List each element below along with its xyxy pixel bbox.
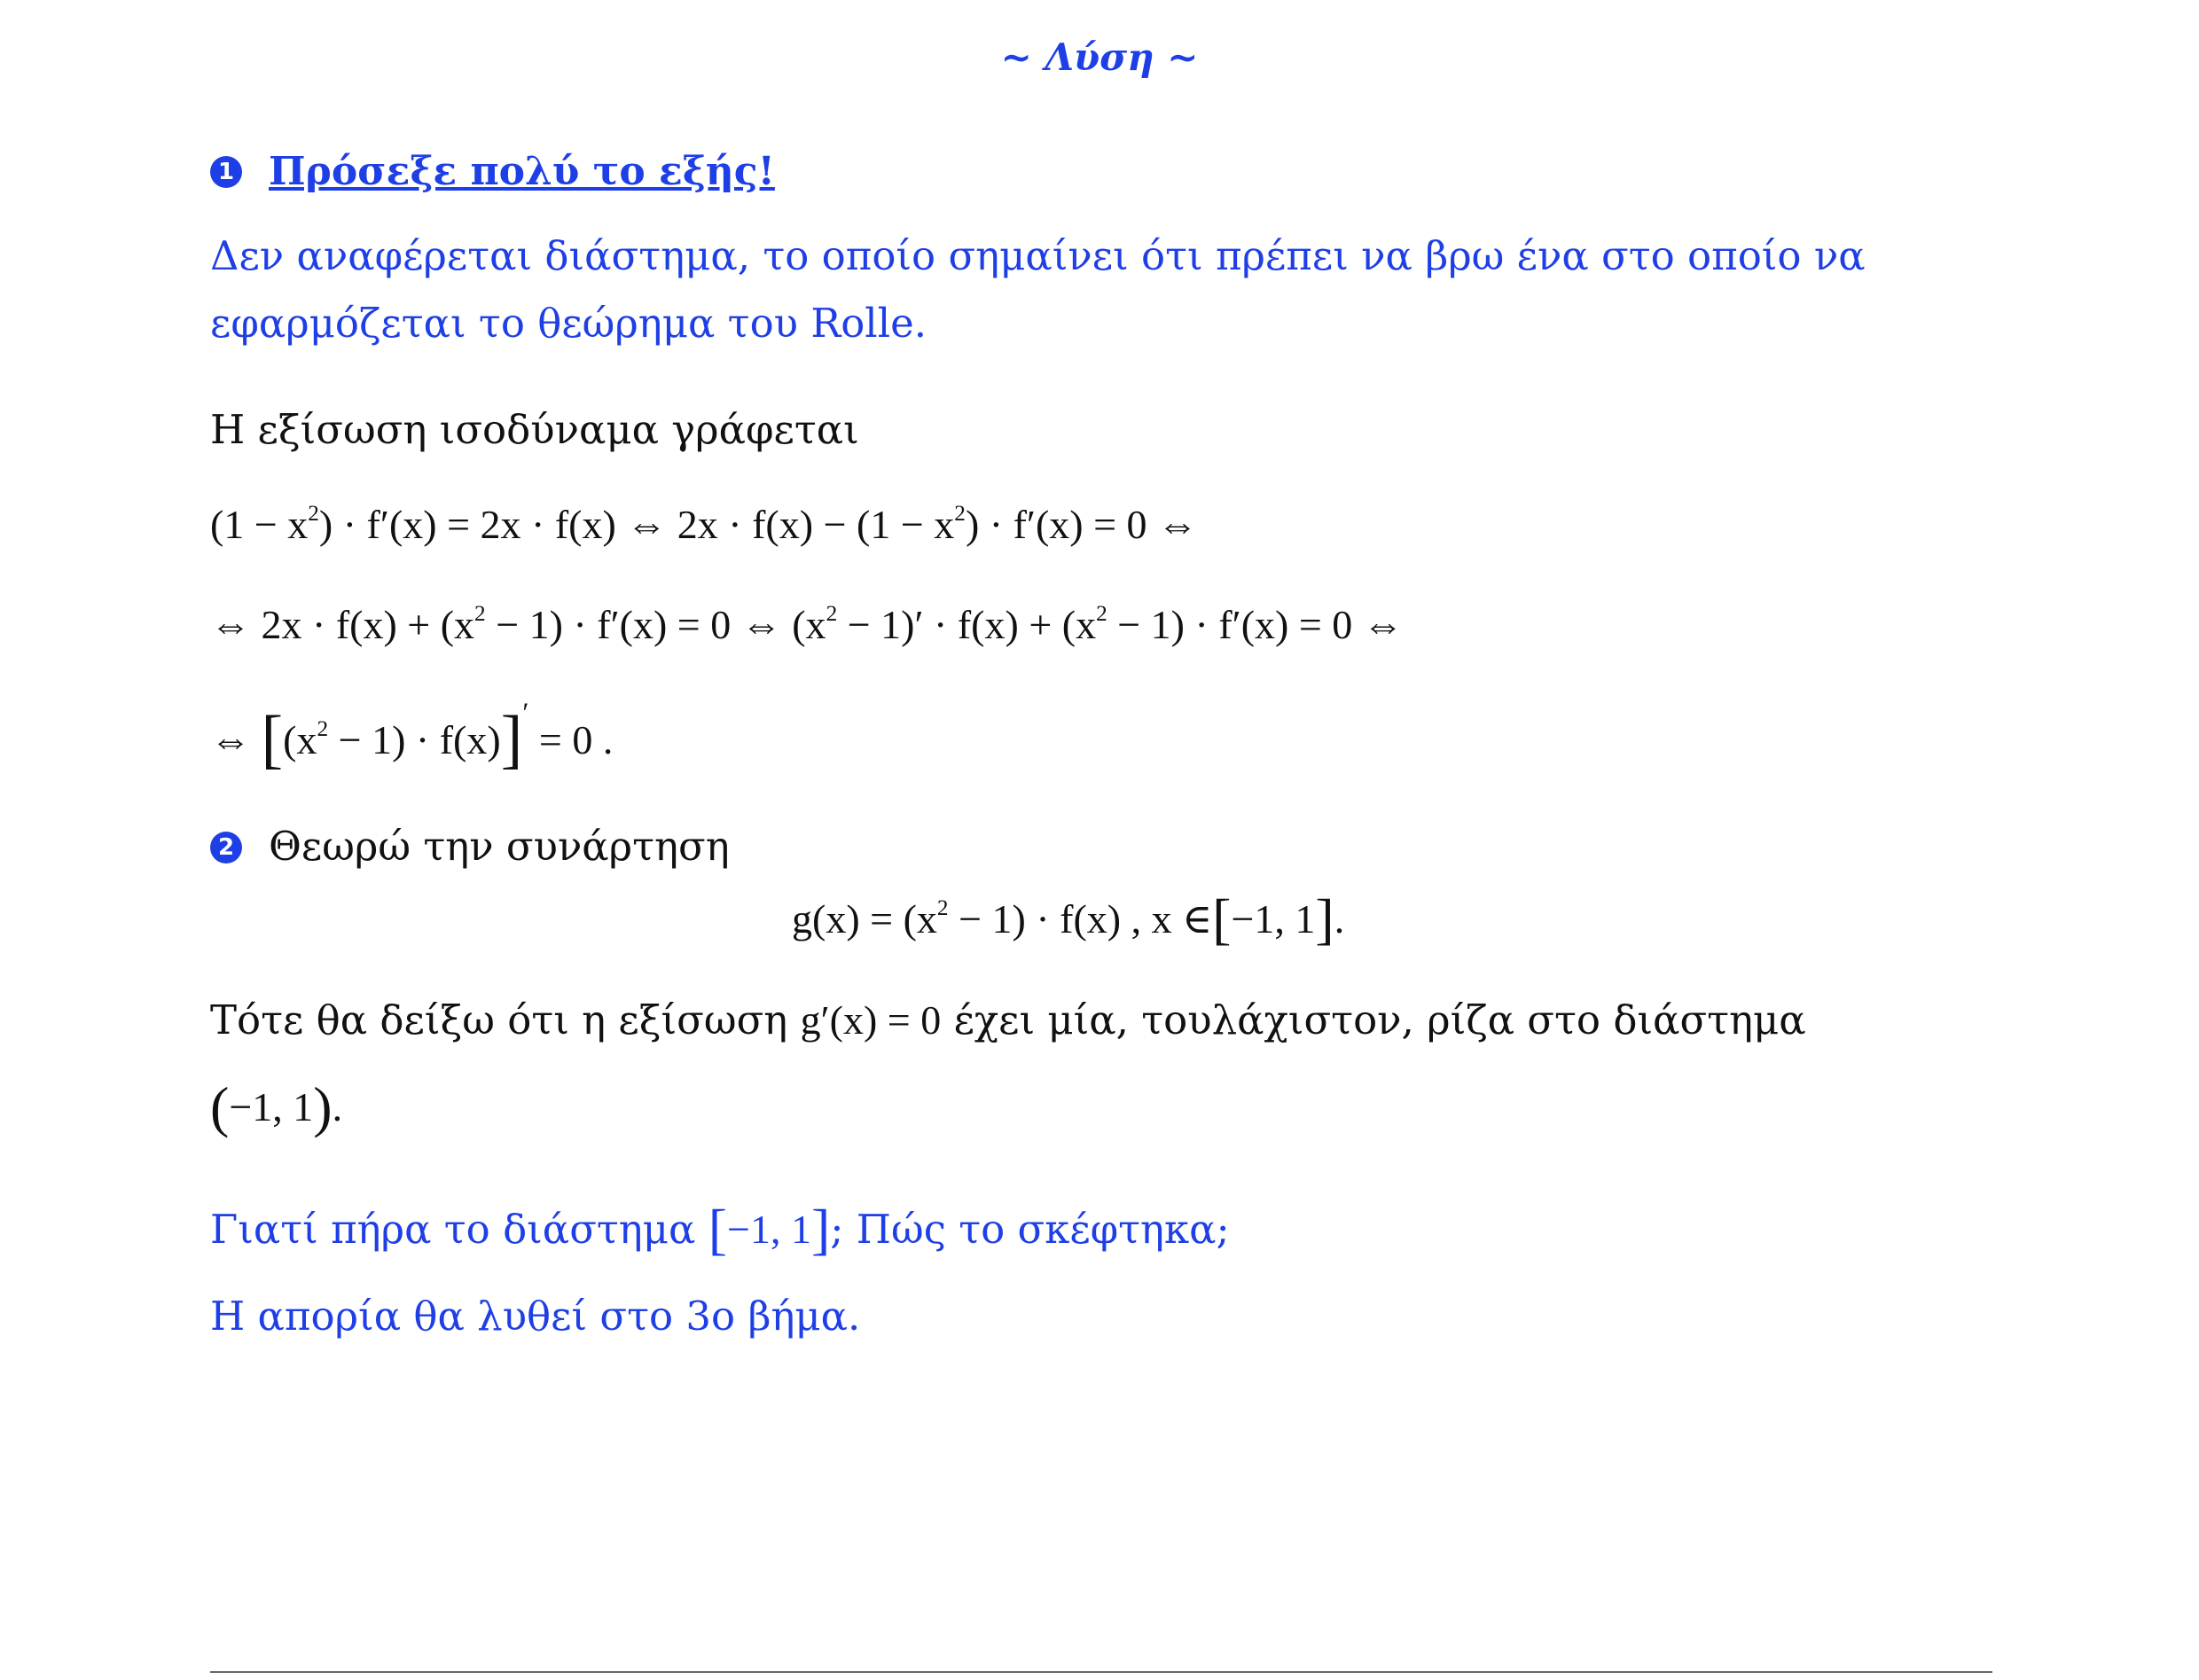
equation-intro: Η εξίσωση ισοδύναμα γράφεται xyxy=(210,406,859,453)
step2-number-icon: 2 xyxy=(210,832,242,863)
answer-line: Η απορία θα λυθεί στο 3ο βήμα. xyxy=(210,1293,861,1340)
eq3-inner: $(x^2 - 1) \cdot f(x)$ xyxy=(283,715,501,762)
right-bracket: ] xyxy=(500,703,523,776)
goal-text-a: Τότε θα δείξω ότι η εξίσωση xyxy=(210,996,788,1043)
step2-text: Θεωρώ την συνάρτηση xyxy=(269,823,730,870)
equation-line-3: ⇔ $[(x^2 - 1) \cdot f(x)]' = 0$ . xyxy=(210,696,614,776)
step1-heading-row xyxy=(210,149,775,194)
question-interval: −1, 1 xyxy=(727,1207,811,1252)
step2-row xyxy=(210,823,730,870)
goal-equation: g′(x) = 0 xyxy=(800,997,942,1043)
open-interval: −1, 1 xyxy=(229,1084,314,1129)
goal-line1 xyxy=(210,996,1806,1043)
question-text-b: ; Πώς το σκέφτηκα; xyxy=(830,1206,1230,1253)
footer-divider xyxy=(210,1671,1992,1673)
question-line: Γιατί πήρα το διάστημα [−1, 1]; Πώς το σκέφτηκα; xyxy=(210,1198,1230,1261)
equation-line-1: $(1 - x^2) \cdot f'(x) = 2x \cdot f(x)$ ⇔ $2x \cdot f(x) - (1 - x^2) \cdot f'(x) = 0$ ⇔ xyxy=(210,500,1199,547)
eq3-suffix: = 0 . xyxy=(538,717,614,762)
equation-line-2: ⇔ $2x \cdot f(x) + (x^2 - 1) \cdot f'(x) = 0$ ⇔ $(x^2 - 1)' \cdot f(x) + (x^2 - 1) \cdot f'(x) = 0$ ⇔ xyxy=(210,600,1404,647)
step1-note-line2: εφαρμόζεται το θεώρημα του Rolle. xyxy=(210,300,927,347)
question-text-a: Γιατί πήρα το διάστημα xyxy=(210,1206,696,1253)
function-definition: $g(x) = (x^2 - 1) \cdot f(x)$ , x ∈[−1, 1]. xyxy=(792,887,1345,950)
goal-text-b: έχει μία, τουλάχιστον, ρίζα στο διάστημα xyxy=(953,996,1806,1043)
left-bracket: [ xyxy=(261,703,284,776)
step1-note-line1: Δεν αναφέρεται διάστημα, το οποίο σημαίνει ότι πρέπει να βρω ένα στο οποίο να xyxy=(210,232,1866,279)
open-interval-line: (−1, 1). xyxy=(210,1075,343,1138)
solution-title: ~ Λύση ~ xyxy=(1000,35,1199,79)
closed-interval: −1, 1 xyxy=(1231,896,1316,942)
step1-heading: Πρόσεξε πολύ το εξής! xyxy=(269,149,775,194)
step1-number-icon: 1 xyxy=(210,156,242,188)
eq3-prefix: ⇔ xyxy=(210,717,251,762)
